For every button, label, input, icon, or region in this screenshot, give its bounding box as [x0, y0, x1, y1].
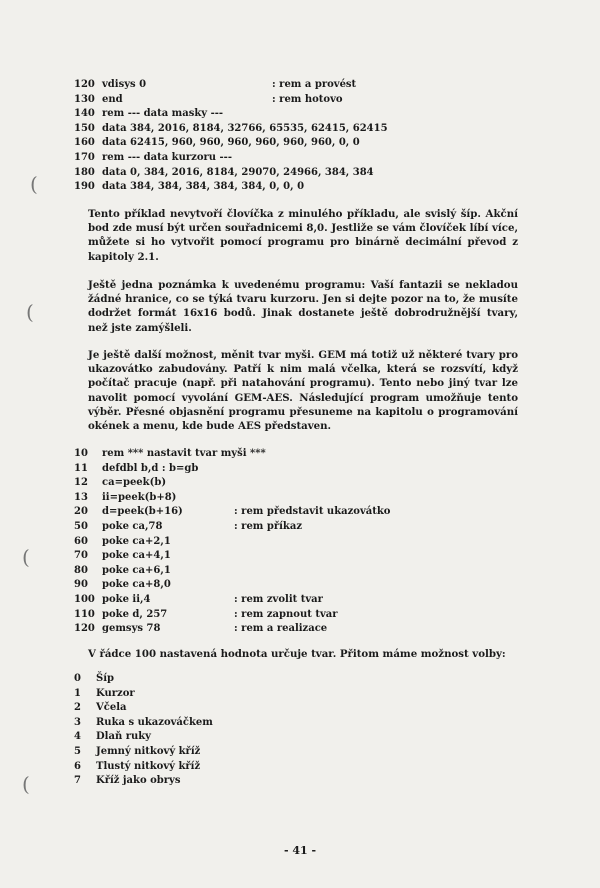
- line-number: 10: [74, 448, 88, 459]
- code-statement: rem --- data masky ---: [102, 108, 224, 120]
- code-line: [74, 447, 390, 462]
- option-item: [74, 760, 213, 775]
- code-listing-2: [74, 447, 390, 637]
- line-number: 11: [74, 462, 88, 474]
- code-statement: rem --- data kurzoru ---: [102, 151, 232, 163]
- code-line: [74, 107, 356, 122]
- option-item: [74, 774, 213, 789]
- code-comment: : rem zapnout tvar: [234, 608, 338, 620]
- code-line: [74, 564, 390, 579]
- code-statement: poke ca,78: [102, 520, 163, 532]
- code-statement: data 62415, 960, 960, 960, 960, 960, 960, 0, 0: [102, 137, 360, 149]
- option-item: [74, 701, 213, 716]
- code-line: [74, 535, 390, 550]
- code-statement: ca=peek(b): [102, 477, 167, 489]
- option-item: [74, 730, 213, 745]
- code-line: [74, 476, 390, 491]
- code-statement: end: [102, 93, 123, 105]
- code-statement: poke ca+2,1: [102, 535, 171, 547]
- option-label: Šíp: [96, 673, 115, 684]
- line-number: 110: [74, 608, 95, 620]
- code-line: [74, 166, 374, 181]
- code-statement: vdisys 0: [102, 79, 147, 90]
- option-label: Jemný nitkový kříž: [96, 745, 201, 757]
- code-statement: d=peek(b+16): [102, 506, 183, 518]
- line-number: 13: [74, 491, 88, 503]
- code-statement: data 0, 384, 2016, 8184, 29070, 24966, 384, 384: [102, 166, 374, 178]
- code-statement: gemsys 78: [102, 623, 161, 635]
- option-item: [74, 745, 213, 760]
- code-line: [74, 151, 356, 166]
- line-number: 20: [74, 506, 88, 518]
- code-comment: : rem a realizace: [234, 623, 328, 635]
- code-line: [74, 593, 390, 608]
- code-statement: poke ca+4,1: [102, 550, 171, 562]
- line-number: 60: [74, 535, 88, 547]
- line-number: 120: [74, 623, 95, 635]
- code-line: [74, 462, 390, 477]
- line-number: 100: [74, 593, 95, 605]
- code-statement: rem *** nastavit tvar myši ***: [102, 448, 266, 459]
- line-number: 120: [74, 79, 95, 90]
- option-label: Kříž jako obrys: [96, 775, 181, 787]
- code-statement: poke d, 257: [102, 608, 168, 620]
- line-number: 170: [74, 151, 95, 163]
- paragraph-3: Je ještě další možnost, měnit tvar myši. GEM má totiž už některé tvary pro ukazovátko zabudovány. Patří k nim malá včelka, která se rozsvítí, když počítač pracuje (např. při natahování programu). Tento nebo jiný tvar lze navolit pomocí vyvolání GEM-AES. Následující program umožňuje tento výběr. Přesné objasnění programu přesuneme na kapitolu o programování okének a menu, kde bude AES představen.: [88, 349, 518, 433]
- code-statement: ii=peek(b+8): [102, 491, 177, 503]
- option-key: 5: [74, 745, 81, 757]
- margin-mark: (: [30, 172, 38, 196]
- page-number: - 41 -: [283, 844, 317, 857]
- code-statement: data 384, 384, 384, 384, 384, 0, 0, 0: [102, 181, 305, 193]
- code-line: [74, 136, 360, 151]
- code-comment: : rem zvolit tvar: [234, 593, 323, 605]
- code-line: [74, 93, 356, 108]
- paragraph-1: Tento příklad nevytvoří človíčka z minulého příkladu, ale svislý šíp. Akční bod zde musí být určen souřadnicemi 8,0. Jestliže se vám človíček líbí více, můžete si ho vytvořit pomocí programu pro binárně decimální převod z kapitoly 2.1.: [88, 208, 518, 263]
- margin-mark: (: [26, 300, 34, 324]
- option-key: 1: [74, 687, 81, 699]
- line-number: 190: [74, 181, 95, 193]
- option-item: [74, 716, 213, 731]
- options-list: [74, 672, 213, 789]
- option-key: 3: [74, 716, 81, 728]
- option-label: Včela: [96, 702, 127, 714]
- code-statement: poke ca+8,0: [102, 579, 171, 591]
- option-label: Ruka s ukazováčkem: [96, 716, 213, 728]
- line-number: 180: [74, 166, 95, 178]
- code-line: [74, 505, 390, 520]
- margin-mark: (: [22, 545, 30, 569]
- option-label: Tlustý nitkový kříž: [96, 760, 201, 772]
- code-line: [74, 180, 356, 195]
- code-statement: defdbl b,d : b=gb: [102, 462, 199, 474]
- code-line: [74, 578, 390, 593]
- code-line: [74, 608, 390, 623]
- option-label: Dlaň ruky: [96, 731, 151, 743]
- code-line: [74, 520, 390, 535]
- code-line: [74, 491, 390, 506]
- paragraph-2: Ještě jedna poznámka k uvedenému programu: Vaší fantazii se nekladou žádné hranice, co se týká tvaru kurzoru. Jen si dejte pozor na to, že musíte dodržet formát 16x16 bodů. Jinak dostanete ještě dobrodružnější tvary, než jste zamýšleli.: [88, 279, 518, 334]
- line-number: 50: [74, 520, 88, 532]
- line-number: 130: [74, 93, 95, 105]
- code-statement: poke ca+6,1: [102, 564, 171, 576]
- line-number: 90: [74, 579, 88, 591]
- option-key: 0: [74, 673, 81, 684]
- line-number: 70: [74, 550, 88, 562]
- line-number: 140: [74, 108, 95, 120]
- line-number: 150: [74, 122, 95, 134]
- code-listing-1: [74, 78, 388, 195]
- option-item: [74, 672, 213, 687]
- line-number: 80: [74, 564, 88, 576]
- line-number: 160: [74, 137, 95, 149]
- option-label: Kurzor: [96, 687, 135, 699]
- option-key: 2: [74, 702, 81, 714]
- option-key: 6: [74, 760, 81, 772]
- code-line: [74, 78, 356, 93]
- option-item: [74, 687, 213, 702]
- code-line: [74, 122, 388, 137]
- option-key: 7: [74, 775, 81, 787]
- options-intro: V řádce 100 nastavená hodnota určuje tvar. Přitom máme možnost volby:: [88, 648, 506, 660]
- code-statement: poke ii,4: [102, 593, 151, 605]
- code-comment: : rem příkaz: [234, 520, 303, 532]
- code-comment: : rem a provést: [272, 79, 357, 90]
- margin-mark: (: [22, 772, 30, 796]
- code-line: [74, 622, 390, 637]
- code-statement: data 384, 2016, 8184, 32766, 65535, 62415, 62415: [102, 122, 388, 134]
- line-number: 12: [74, 477, 88, 489]
- code-line: [74, 549, 390, 564]
- code-comment: : rem hotovo: [272, 93, 343, 105]
- code-comment: : rem představit ukazovátko: [234, 506, 391, 518]
- option-key: 4: [74, 731, 81, 743]
